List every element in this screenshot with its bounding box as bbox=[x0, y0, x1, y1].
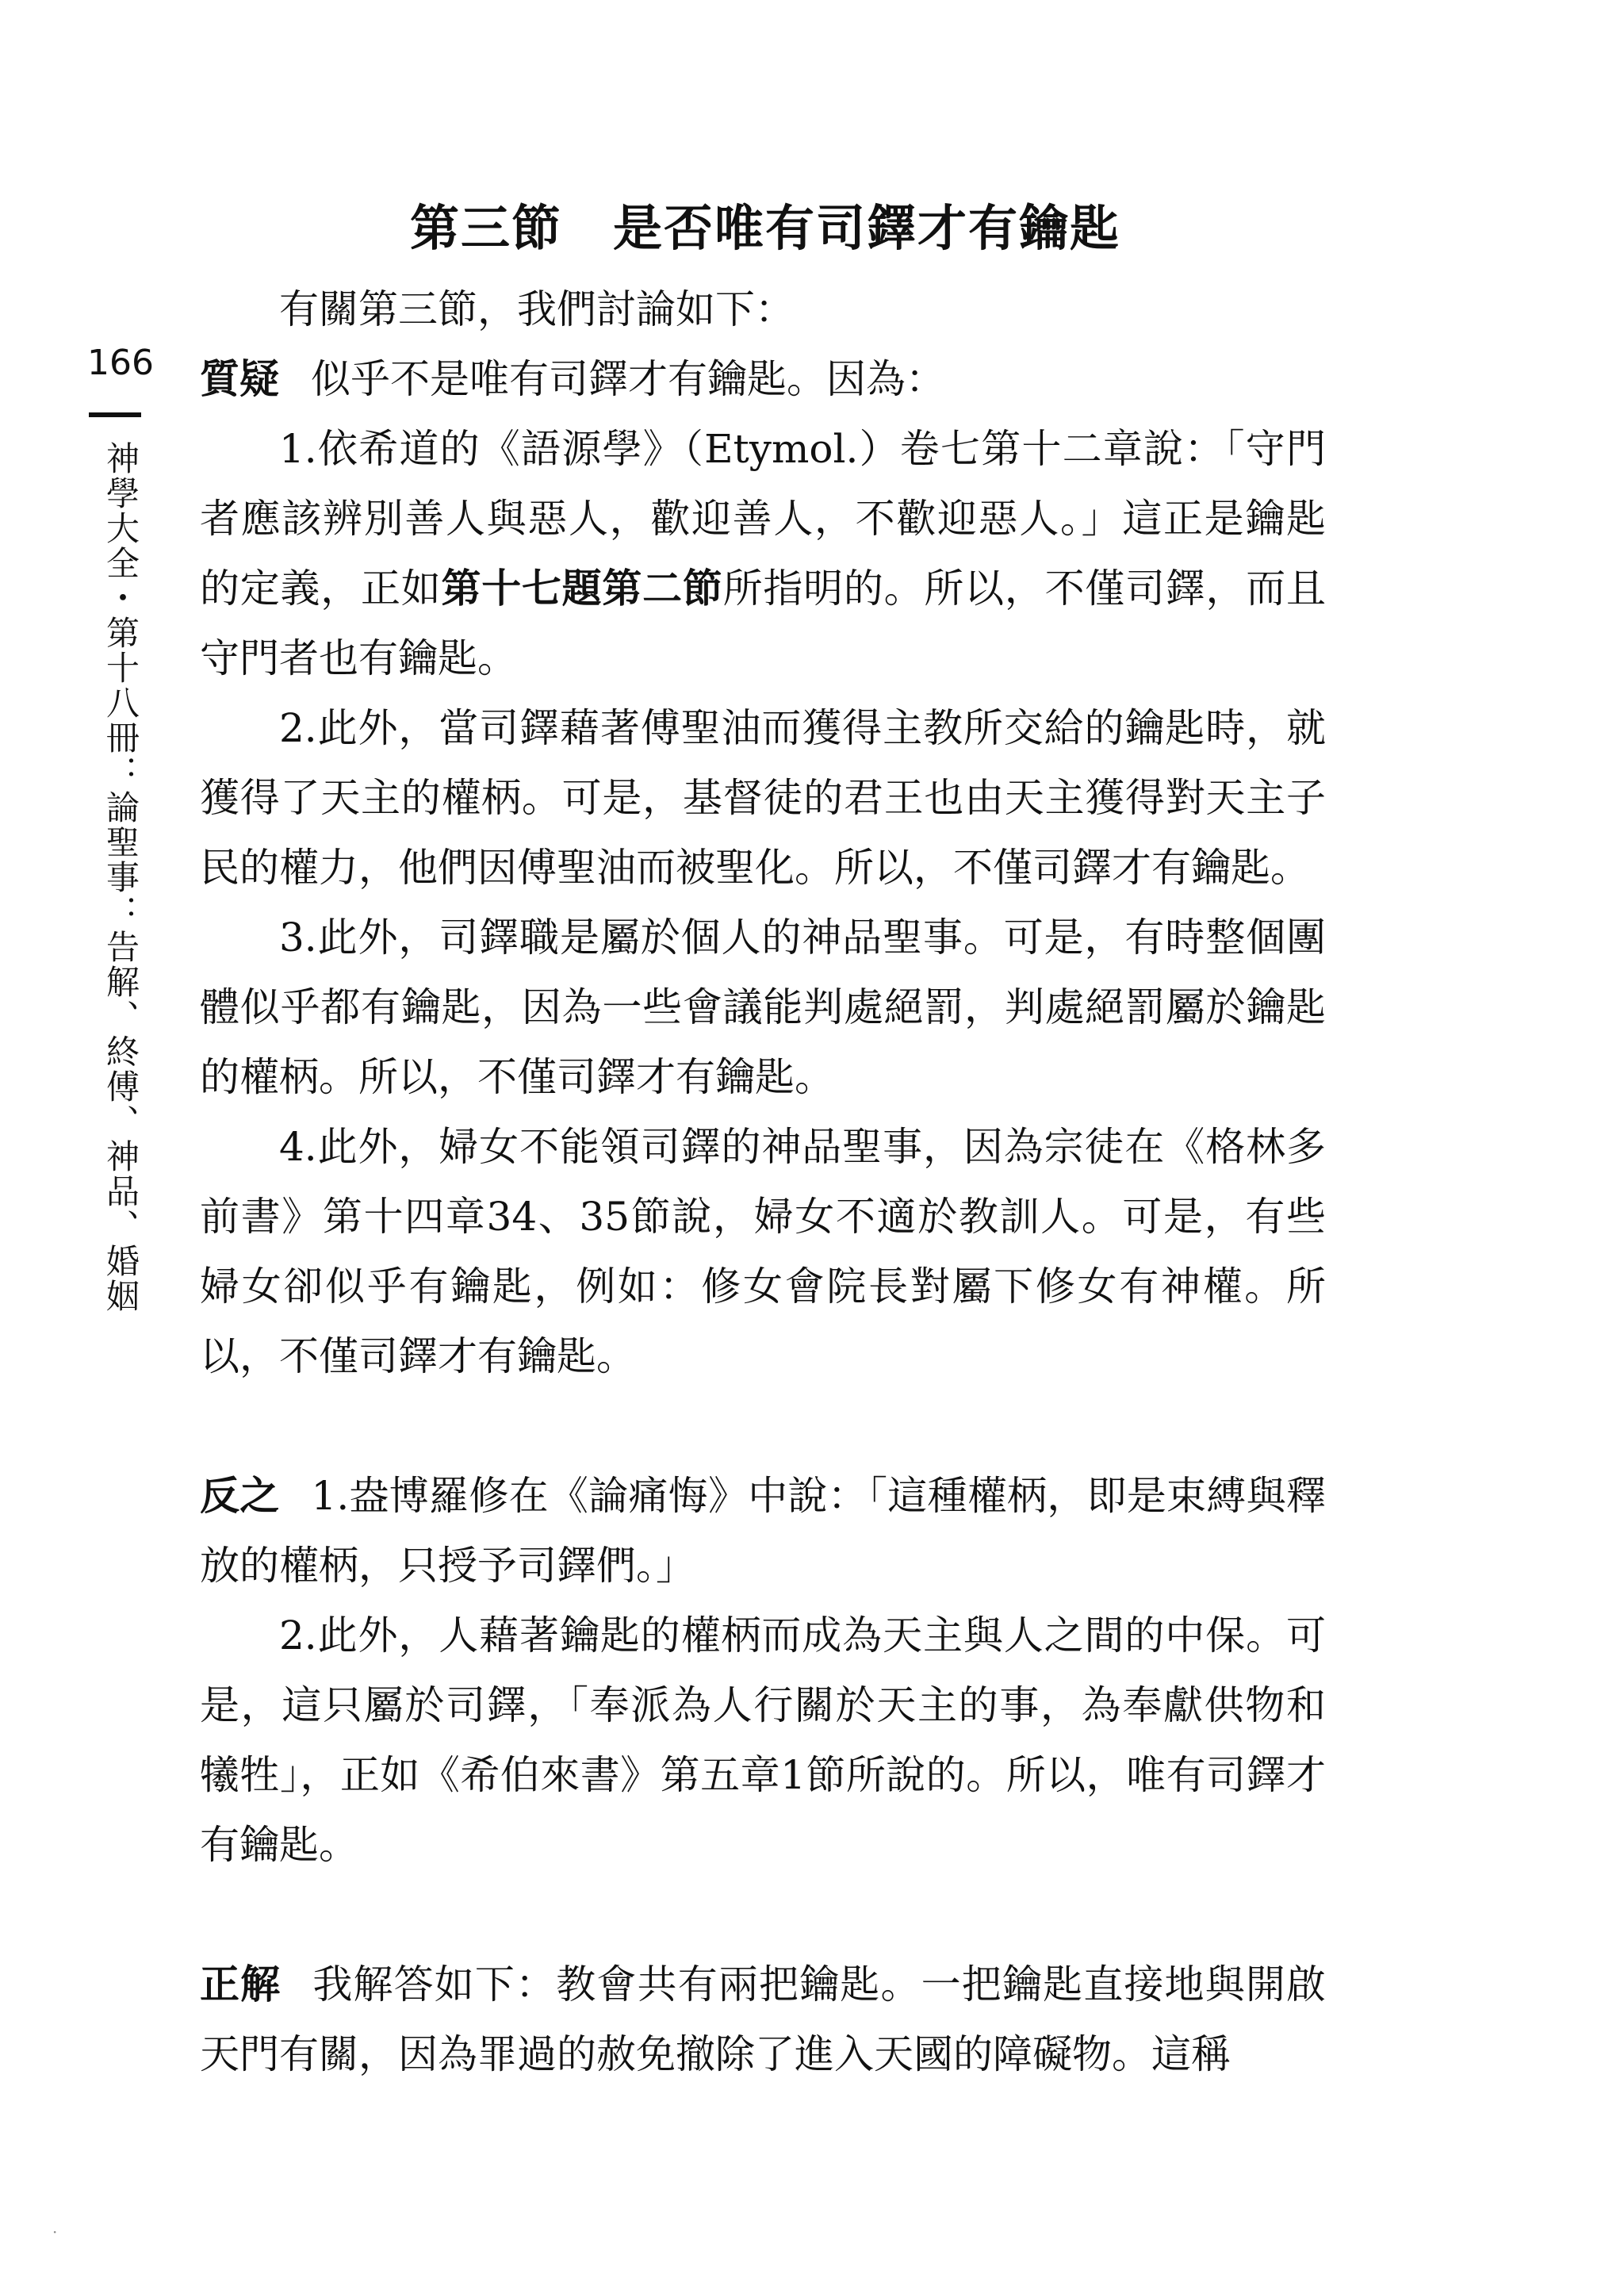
answer-text: 我解答如下：教會共有兩把鑰匙。一把鑰匙直接地與開啟天門有關，因為罪過的赦免撤除了進入天國的障礙物。這稱 bbox=[200, 1961, 1327, 2077]
objections-label: 質疑 bbox=[200, 356, 279, 402]
sed-contra-1 bbox=[200, 1461, 1326, 1601]
objection-1 bbox=[200, 414, 1326, 693]
sed-contra-label: 反之 bbox=[200, 1473, 280, 1519]
sed-contra-2: 2.此外，人藉著鑰匙的權柄而成為天主與人之間的中保。可是，這只屬於司鐸，「奉派為人行關於天主的事，為奉獻供物和犧牲」，正如《希伯來書》第五章1節所說的。所以，唯有司鐸才有鑰匙。 bbox=[200, 1612, 1326, 1868]
objection-2: 2.此外，當司鐸藉著傅聖油而獲得主教所交給的鑰匙時，就獲得了天主的權柄。可是，基督徒的君王也由天主獲得對天主子民的權力，他們因傅聖油而被聖化。所以，不僅司鐸才有鑰匙。 bbox=[200, 705, 1326, 891]
objection-1-reference: 第十七題第二節 bbox=[441, 566, 723, 612]
body-text bbox=[200, 274, 1326, 2089]
running-book-title: 神學大全・第十八冊：論聖事：告解、終傅、神品、婚姻 bbox=[102, 441, 140, 1313]
objections-lead bbox=[200, 344, 1326, 414]
objections-lead-text: 似乎不是唯有司鐸才有鑰匙。因為： bbox=[311, 356, 945, 402]
intro-line: 有關第三節，我們討論如下： bbox=[279, 286, 795, 332]
spacer bbox=[200, 1391, 1326, 1461]
answer-label: 正解 bbox=[200, 1961, 282, 2007]
objection-4: 4.此外，婦女不能領司鐸的神品聖事，因為宗徒在《格林多前書》第十四章34、35節說，婦女不適於教訓人。可是，有些婦女卻似乎有鑰匙，例如：修女會院長對屬下修女有神權。所以，不僅司鐸才有鑰匙。 bbox=[200, 1124, 1326, 1379]
objection-1-text-b: 所指明的。所以，不僅司鐸，而且守門者也有鑰匙。 bbox=[200, 566, 1327, 681]
scan-speck: · bbox=[52, 2222, 58, 2241]
answer-paragraph bbox=[200, 1950, 1326, 2089]
sed-contra-1-text: 1.盎博羅修在《論痛悔》中說：「這種權柄，即是束縛與釋放的權柄，只授予司鐸們。」 bbox=[200, 1473, 1326, 1589]
page-number: 166 bbox=[87, 343, 154, 383]
objection-1-text-a: 1.依希道的《語源學》（Etymol.）卷七第十二章說：「守門者應該辨別善人與惡人，歡迎善人，不歡迎惡人。」這正是鑰匙的定義，正如 bbox=[200, 426, 1326, 612]
side-divider bbox=[89, 412, 141, 417]
spacer bbox=[200, 1880, 1326, 1950]
section-title: 第三節 是否唯有司鐸才有鑰匙 bbox=[409, 199, 1120, 257]
objection-3: 3.此外，司鐸職是屬於個人的神品聖事。可是，有時整個團體似乎都有鑰匙，因為一些會議能判處絕罰，判處絕罰屬於鑰匙的權柄。所以，不僅司鐸才有鑰匙。 bbox=[200, 915, 1326, 1100]
